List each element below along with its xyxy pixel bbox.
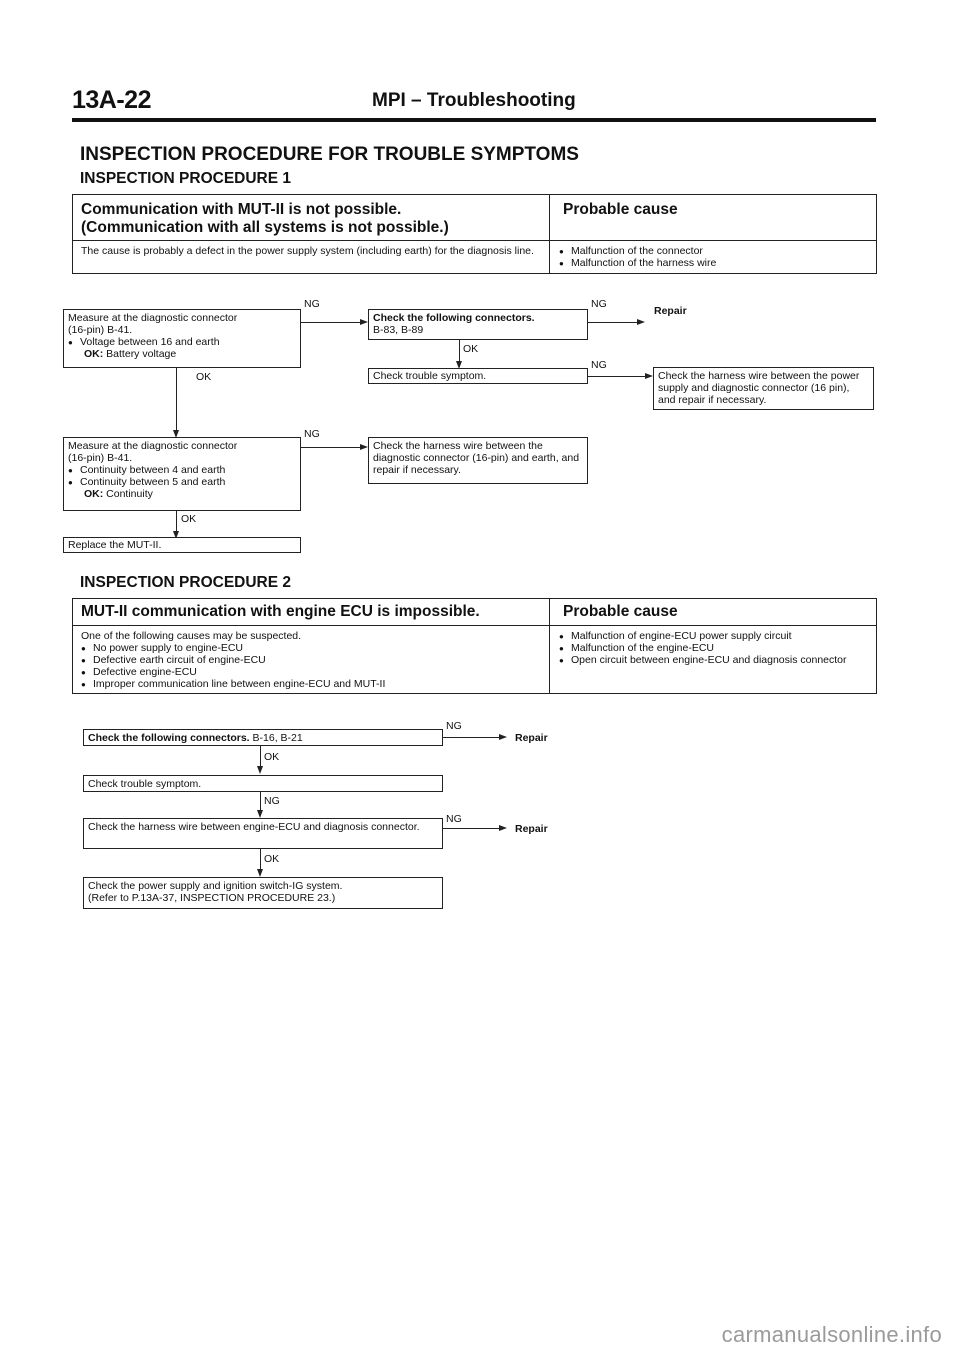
- description-item: ● Defective engine-ECU: [81, 666, 543, 678]
- ok-label: OK:: [84, 488, 104, 500]
- ng-label: NG: [591, 298, 607, 310]
- step-line: Check the following connectors.: [373, 312, 535, 324]
- main-title: INSPECTION PROCEDURE FOR TROUBLE SYMPTOMS: [80, 144, 579, 165]
- repair-label: Repair: [515, 732, 548, 744]
- p1-step4-box: Check the harness wire between the power supply and diagnostic connector (16 pin), and repair if necessary.: [653, 367, 874, 410]
- arrow-right-icon: [645, 373, 653, 379]
- proc1-causes: [559, 245, 859, 269]
- cause-item: ● Malfunction of engine-ECU power supply circuit: [559, 630, 869, 642]
- connector: [443, 737, 500, 738]
- table-divider: [549, 195, 550, 273]
- ng-label: NG: [304, 428, 320, 440]
- ok-label: OK: [181, 513, 197, 525]
- step-bullet: ● Voltage between 16 and earth: [68, 336, 296, 348]
- step-line: Check the power supply and ignition switch-IG system.: [88, 880, 343, 892]
- connector: [588, 376, 646, 377]
- step-line: (Refer to P.13A-37, INSPECTION PROCEDURE 23.): [88, 892, 336, 904]
- header-rule: [72, 118, 876, 122]
- step-line: (16-pin) B-41.: [68, 452, 133, 464]
- p2-step2-box: Check trouble symptom.: [83, 775, 443, 792]
- step-line: Measure at the diagnostic connector: [68, 440, 238, 452]
- table-divider: [73, 240, 876, 241]
- connector: [176, 368, 177, 434]
- ok-label: OK: [264, 853, 280, 865]
- table-divider: [549, 599, 550, 693]
- cause-item: ● Malfunction of the engine-ECU: [559, 642, 869, 654]
- proc1-title: INSPECTION PROCEDURE 1: [80, 170, 292, 187]
- cause-item: ● Open circuit between engine-ECU and diagnosis connector: [559, 654, 869, 666]
- ng-label: NG: [304, 298, 320, 310]
- step-line: Measure at the diagnostic connector: [68, 312, 238, 324]
- symptom-line: (Communication with all systems is not possible.): [81, 219, 449, 236]
- repair-label: Repair: [654, 305, 687, 317]
- proc2-causes: [559, 630, 869, 666]
- ng-label: NG: [591, 359, 607, 371]
- step-line: B-83, B-89: [373, 324, 424, 336]
- arrow-right-icon: [360, 444, 368, 450]
- ng-label: NG: [446, 813, 462, 825]
- proc2-title: INSPECTION PROCEDURE 2: [80, 574, 292, 591]
- watermark: carmanualsonline.info: [721, 1322, 942, 1347]
- step-bullet: ● Continuity between 5 and earth: [68, 476, 296, 488]
- arrow-right-icon: [360, 319, 368, 325]
- arrow-right-icon: [499, 825, 507, 831]
- p1-step2-box: [368, 309, 588, 340]
- step-bullet: ● Continuity between 4 and earth: [68, 464, 296, 476]
- proc2-description: [81, 630, 543, 690]
- p1-step6-box: Check the harness wire between the diagnostic connector (16-pin) and earth, and repair if necessary.: [368, 437, 588, 484]
- p2-step4-box: [83, 877, 443, 909]
- p2-step1-box: [83, 729, 443, 746]
- description-intro: One of the following causes may be suspected.: [81, 630, 302, 642]
- ng-label: NG: [446, 720, 462, 732]
- page-number: 13A-22: [72, 86, 151, 114]
- connector: [443, 828, 500, 829]
- ok-value: Battery voltage: [106, 348, 177, 360]
- arrow-right-icon: [637, 319, 645, 325]
- proc2-table: [72, 598, 877, 694]
- step-rest: B-16, B-21: [252, 732, 303, 744]
- ok-value: Continuity: [106, 488, 153, 500]
- p1-step5-box: [63, 437, 301, 511]
- connector: [588, 322, 638, 323]
- step-bold: Check the following connectors.: [88, 732, 250, 744]
- connector: [301, 447, 361, 448]
- proc1-cause-header: Probable cause: [563, 201, 678, 218]
- proc2-symptom: MUT-II communication with engine ECU is impossible.: [81, 603, 480, 620]
- connector: [301, 322, 361, 323]
- arrow-right-icon: [499, 734, 507, 740]
- repair-label: Repair: [515, 823, 548, 835]
- arrow-down-icon: [257, 766, 263, 774]
- ok-label: OK:: [84, 348, 104, 360]
- proc1-table: [72, 194, 877, 274]
- ok-label: OK: [463, 343, 479, 355]
- p1-step1-box: [63, 309, 301, 368]
- p2-step3-box: Check the harness wire between engine-ECU and diagnosis connector.: [83, 818, 443, 849]
- table-divider: [73, 625, 876, 626]
- cause-item: ● Malfunction of the harness wire: [559, 257, 859, 269]
- ng-label: NG: [264, 795, 280, 807]
- symptom-line: Communication with MUT-II is not possible.: [81, 201, 402, 218]
- cause-item: ● Malfunction of the connector: [559, 245, 859, 257]
- proc1-symptom: [81, 201, 541, 237]
- p1-step3-box: Check trouble symptom.: [368, 368, 588, 384]
- proc2-cause-header: Probable cause: [563, 603, 678, 620]
- ok-label: OK: [264, 751, 280, 763]
- section-title: MPI – Troubleshooting: [372, 90, 576, 111]
- arrow-down-icon: [257, 869, 263, 877]
- ok-label: OK: [196, 371, 212, 383]
- description-item: ● Defective earth circuit of engine-ECU: [81, 654, 543, 666]
- step-line: (16-pin) B-41.: [68, 324, 133, 336]
- description-item: ● No power supply to engine-ECU: [81, 642, 543, 654]
- description-item: ● Improper communication line between engine-ECU and MUT-II: [81, 678, 543, 690]
- arrow-down-icon: [257, 810, 263, 818]
- p1-step7-box: Replace the MUT-II.: [63, 537, 301, 553]
- proc1-description: The cause is probably a defect in the power supply system (including earth) for the diagnosis line.: [81, 245, 534, 257]
